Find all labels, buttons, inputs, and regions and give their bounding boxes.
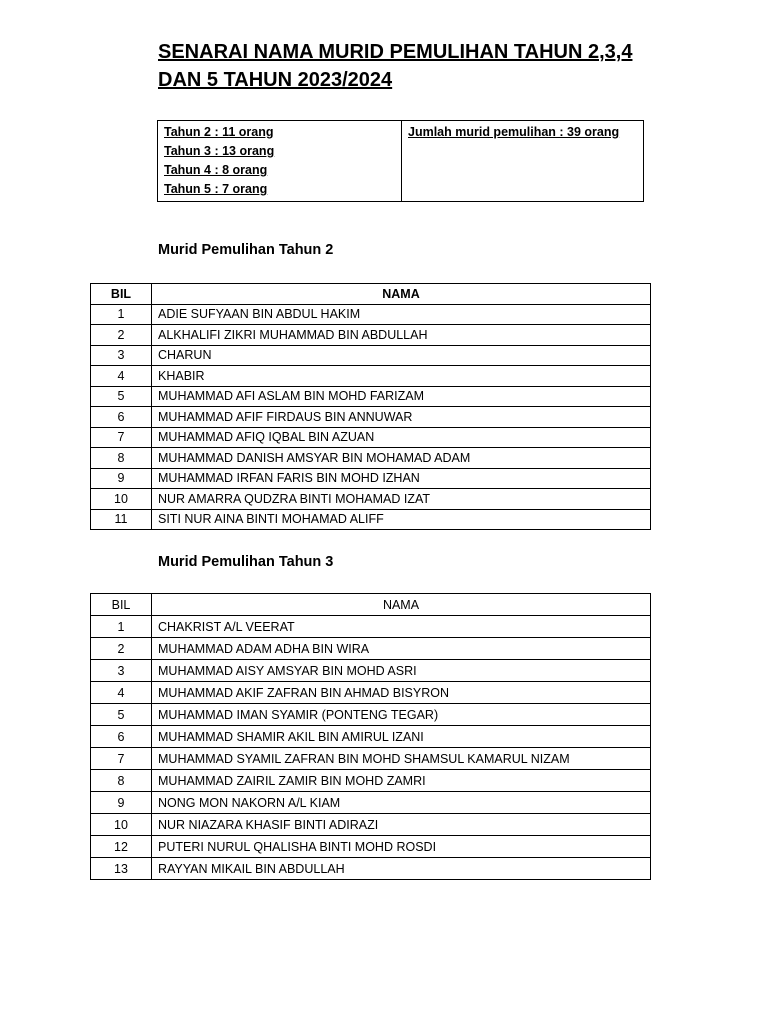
row-number: 10: [91, 489, 152, 510]
student-name: MUHAMMAD ADAM ADHA BIN WIRA: [152, 638, 651, 660]
student-name: SITI NUR AINA BINTI MOHAMAD ALIFF: [152, 509, 651, 530]
column-header-nama: NAMA: [152, 594, 651, 616]
row-number: 1: [91, 616, 152, 638]
row-number: 4: [91, 682, 152, 704]
summary-row: [158, 121, 644, 202]
document-title: [158, 38, 678, 94]
table-row: [91, 304, 651, 325]
student-name: MUHAMMAD AKIF ZAFRAN BIN AHMAD BISYRON: [152, 682, 651, 704]
table-row: [91, 836, 651, 858]
row-number: 7: [91, 748, 152, 770]
column-header-nama: NAMA: [152, 284, 651, 305]
row-number: 4: [91, 366, 152, 387]
column-header-bil: BIL: [91, 594, 152, 616]
student-name: NUR AMARRA QUDZRA BINTI MOHAMAD IZAT: [152, 489, 651, 510]
table-row: [91, 427, 651, 448]
column-header-bil: BIL: [91, 284, 152, 305]
row-number: 5: [91, 386, 152, 407]
student-name: MUHAMMAD SYAMIL ZAFRAN BIN MOHD SHAMSUL KAMARUL NIZAM: [152, 748, 651, 770]
row-number: 9: [91, 792, 152, 814]
student-name: CHAKRIST A/L VEERAT: [152, 616, 651, 638]
row-number: 9: [91, 468, 152, 489]
year-counts-cell: [158, 121, 402, 202]
row-number: 8: [91, 770, 152, 792]
student-name: MUHAMMAD AFIQ IQBAL BIN AZUAN: [152, 427, 651, 448]
title-line-2: DAN 5 TAHUN 2023/2024: [158, 69, 393, 91]
table-row: [91, 726, 651, 748]
row-number: 5: [91, 704, 152, 726]
student-name: MUHAMMAD AFI ASLAM BIN MOHD FARIZAM: [152, 386, 651, 407]
section-heading-tahun-2: Murid Pemulihan Tahun 2: [158, 242, 334, 258]
summary-line: Tahun 4 : 8 orang: [164, 163, 268, 177]
student-name: CHARUN: [152, 345, 651, 366]
table-row: [91, 748, 651, 770]
student-name: MUHAMMAD SHAMIR AKIL BIN AMIRUL IZANI: [152, 726, 651, 748]
table-row: [91, 345, 651, 366]
summary-line: Tahun 5 : 7 orang: [164, 182, 268, 196]
table-row: [91, 468, 651, 489]
row-number: 3: [91, 345, 152, 366]
row-number: 7: [91, 427, 152, 448]
row-number: 2: [91, 638, 152, 660]
student-name: ALKHALIFI ZIKRI MUHAMMAD BIN ABDULLAH: [152, 325, 651, 346]
row-number: 1: [91, 304, 152, 325]
student-name: MUHAMMAD DANISH AMSYAR BIN MOHAMAD ADAM: [152, 448, 651, 469]
table-tahun-2: [90, 283, 651, 530]
table-header-row: [91, 284, 651, 305]
student-name: MUHAMMAD IRFAN FARIS BIN MOHD IZHAN: [152, 468, 651, 489]
student-name: MUHAMMAD AISY AMSYAR BIN MOHD ASRI: [152, 660, 651, 682]
row-number: 3: [91, 660, 152, 682]
student-name: PUTERI NURUL QHALISHA BINTI MOHD ROSDI: [152, 836, 651, 858]
table-row: [91, 489, 651, 510]
student-name: RAYYAN MIKAIL BIN ABDULLAH: [152, 858, 651, 880]
summary-line: Tahun 2 : 11 orang: [164, 125, 274, 139]
summary-table: [157, 120, 644, 202]
table-row: [91, 616, 651, 638]
student-name: MUHAMMAD ZAIRIL ZAMIR BIN MOHD ZAMRI: [152, 770, 651, 792]
student-name: NUR NIAZARA KHASIF BINTI ADIRAZI: [152, 814, 651, 836]
row-number: 11: [91, 509, 152, 530]
table-row: [91, 792, 651, 814]
table-row: [91, 858, 651, 880]
row-number: 13: [91, 858, 152, 880]
table-row: [91, 366, 651, 387]
table-row: [91, 660, 651, 682]
table-row: [91, 682, 651, 704]
section-heading-tahun-3: Murid Pemulihan Tahun 3: [158, 554, 334, 570]
table-row: [91, 407, 651, 428]
row-number: 6: [91, 726, 152, 748]
student-name: NONG MON NAKORN A/L KIAM: [152, 792, 651, 814]
table-row: [91, 509, 651, 530]
table-row: [91, 386, 651, 407]
table-header-row: [91, 594, 651, 616]
summary-line: Tahun 3 : 13 orang: [164, 144, 275, 158]
table-row: [91, 770, 651, 792]
table-row: [91, 704, 651, 726]
student-name: MUHAMMAD AFIF FIRDAUS BIN ANNUWAR: [152, 407, 651, 428]
row-number: 12: [91, 836, 152, 858]
table-row: [91, 814, 651, 836]
table-row: [91, 448, 651, 469]
summary-total: Jumlah murid pemulihan : 39 orang: [408, 125, 620, 139]
total-cell: [402, 121, 644, 202]
table-tahun-3: [90, 593, 651, 880]
table-body-tahun-2: [91, 304, 651, 530]
student-name: KHABIR: [152, 366, 651, 387]
table-row: [91, 325, 651, 346]
row-number: 8: [91, 448, 152, 469]
table-row: [91, 638, 651, 660]
row-number: 2: [91, 325, 152, 346]
table-body-tahun-3: [91, 616, 651, 880]
student-name: ADIE SUFYAAN BIN ABDUL HAKIM: [152, 304, 651, 325]
student-name: MUHAMMAD IMAN SYAMIR (PONTENG TEGAR): [152, 704, 651, 726]
row-number: 6: [91, 407, 152, 428]
title-line-1: SENARAI NAMA MURID PEMULIHAN TAHUN 2,3,4: [158, 41, 633, 63]
row-number: 10: [91, 814, 152, 836]
